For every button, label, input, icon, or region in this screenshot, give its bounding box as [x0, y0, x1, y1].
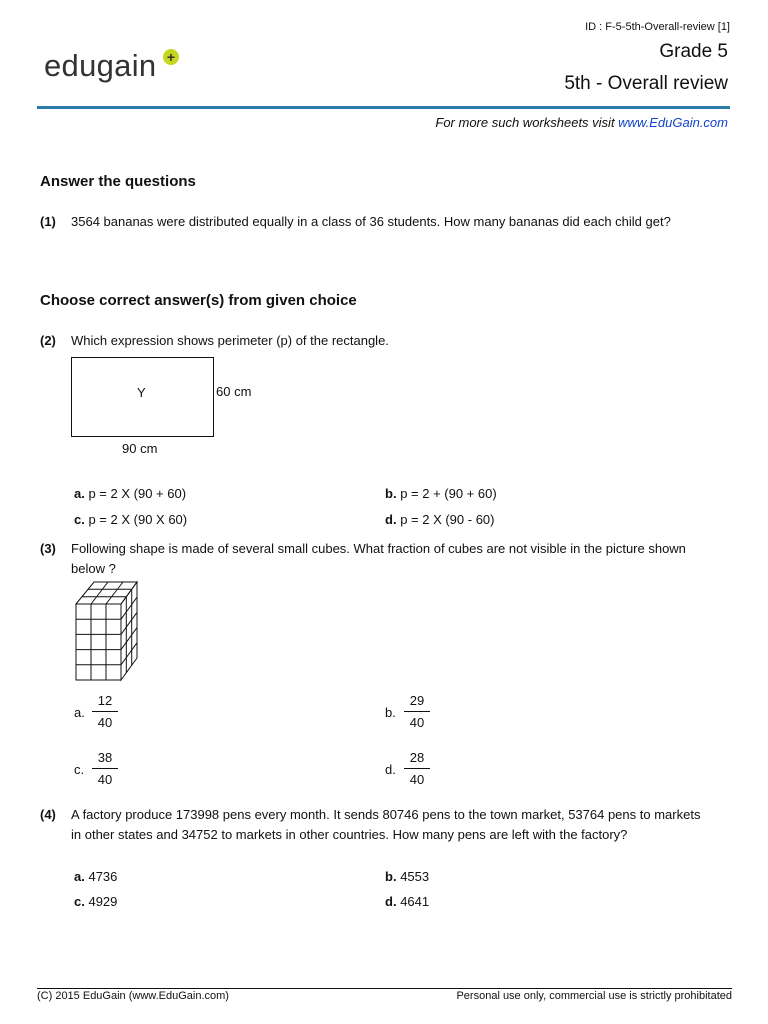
footer-divider: [37, 988, 732, 989]
option-d[interactable]: d. p = 2 X (90 - 60): [385, 512, 495, 527]
question-text: Following shape is made of several small cubes. What fraction of cubes are not visible in the picture shown below ?: [71, 541, 686, 576]
option-b[interactable]: b. 4553: [385, 869, 430, 884]
rectangle-width-label: 90 cm: [122, 441, 158, 456]
rectangle-height-label: 60 cm: [216, 384, 252, 399]
option-d-fraction[interactable]: 28 40: [405, 750, 429, 787]
option-a-letter[interactable]: a.: [74, 705, 85, 720]
question-number: (2): [40, 333, 56, 348]
option-d-letter[interactable]: d.: [385, 762, 396, 777]
option-c[interactable]: c. p = 2 X (90 X 60): [74, 512, 188, 527]
option-a[interactable]: a. 4736: [74, 869, 118, 884]
question-number: (1): [40, 214, 56, 229]
option-c-letter[interactable]: c.: [74, 762, 85, 777]
question-number: (3): [40, 541, 56, 556]
question-text: A factory produce 173998 pens every month. It sends 80746 pens to the town market, 53764 pens to markets in other states and 34752 to markets in other countries. How many pens are left with the factory?: [71, 807, 701, 842]
option-b[interactable]: b. p = 2 + (90 + 60): [385, 486, 497, 501]
edugain-link[interactable]: www.EduGain.com: [618, 115, 728, 130]
visit-prefix: For more such worksheets visit: [435, 115, 619, 130]
option-a[interactable]: a. p = 2 X (90 + 60): [74, 486, 187, 501]
logo-plus-icon: +: [163, 49, 179, 65]
option-d[interactable]: d. 4641: [385, 894, 430, 909]
footer-copyright: (C) 2015 EduGain (www.EduGain.com): [37, 990, 229, 1002]
header-divider: [37, 106, 730, 109]
visit-line: [435, 115, 728, 130]
option-c[interactable]: c. 4929: [74, 894, 118, 909]
grade-label: Grade 5: [659, 41, 728, 62]
question-number: (4): [40, 807, 56, 822]
page-title: 5th - Overall review: [564, 73, 728, 94]
option-c-fraction[interactable]: 38 40: [93, 750, 117, 787]
option-b-fraction[interactable]: 29 40: [405, 693, 429, 730]
worksheet-id: ID : F-5-5th-Overall-review [1]: [585, 21, 730, 33]
option-a-fraction[interactable]: 12 40: [93, 693, 117, 730]
question-text: Which expression shows perimeter (p) of the rectangle.: [71, 333, 389, 348]
question-text: 3564 bananas were distributed equally in a class of 36 students. How many bananas did each child get?: [71, 214, 671, 229]
footer-notice: Personal use only, commercial use is strictly prohibitated: [456, 990, 732, 1002]
section-heading-answer: Answer the questions: [40, 173, 196, 190]
rectangle-label: Y: [137, 385, 146, 400]
cube-stack-figure: [74, 580, 140, 684]
section-heading-choose: Choose correct answer(s) from given choice: [40, 292, 357, 309]
edugain-logo: edugain: [44, 48, 157, 83]
option-b-letter[interactable]: b.: [385, 705, 396, 720]
